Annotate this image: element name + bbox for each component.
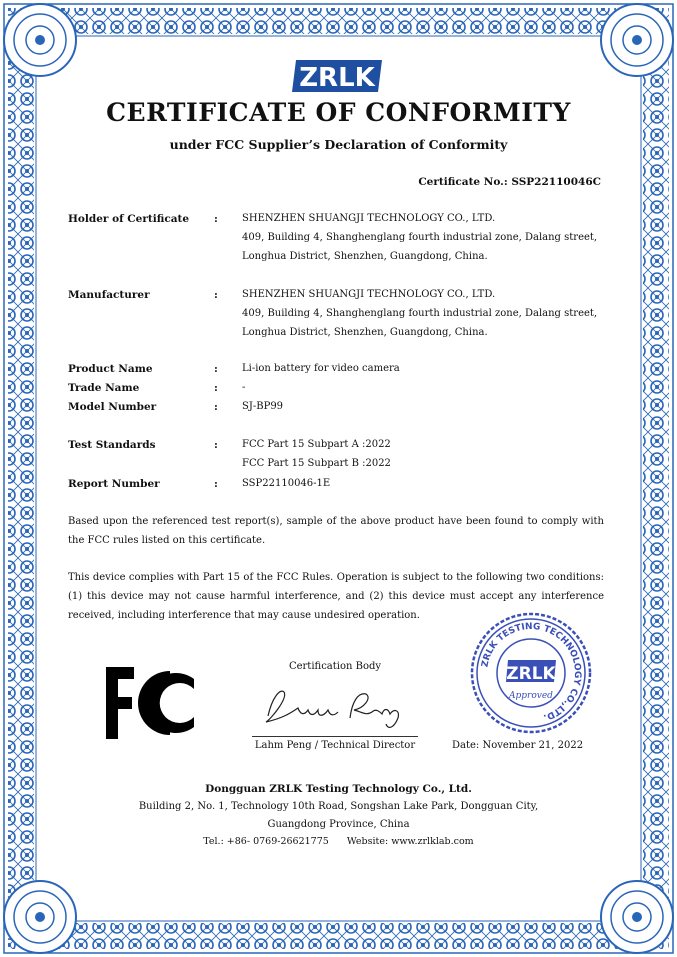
standards-label: Test Standards (68, 439, 156, 451)
model-colon: : (214, 401, 218, 413)
compliance-paragraph: Based upon the referenced test report(s), sample of the above product have been found to comply with the FCC rules listed on this certificate. (68, 516, 604, 546)
report-label: Report Number (68, 478, 160, 490)
stamp-center-text: ZRLK (506, 664, 556, 684)
holder-value (242, 209, 602, 266)
manufacturer-line-1: SHENZHEN SHUANGJI TECHNOLOGY CO., LTD. (242, 289, 496, 300)
model-value: SJ-BP99 (242, 401, 284, 412)
holder-line-2: 409, Building 4, Shanghenglang fourth industrial zone, Dalang street, (242, 232, 598, 243)
fcc-conditions-paragraph: This device complies with Part 15 of the FCC Rules. Operation is subject to the following two conditions: (1) this device may not cause harmful interference, and (2) this device must accept any interference received, including interference that may cause undesired operation. (68, 572, 604, 621)
footer-contact: Tel.: +86- 0769-26621775 Website: www.zrlklab.com (203, 836, 474, 847)
holder-line-1: SHENZHEN SHUANGJI TECHNOLOGY CO., LTD. (242, 213, 496, 224)
standard-line-1: FCC Part 15 Subpart A :2022 (242, 439, 391, 450)
footer-address-line-1: Building 2, No. 1, Technology 10th Road, Songshan Lake Park, Dongguan City, (138, 801, 539, 812)
product-label: Product Name (68, 363, 153, 375)
manufacturer-colon: : (214, 289, 218, 301)
trade-colon: : (214, 382, 218, 394)
signer-name: Lahm Peng / Technical Director (254, 740, 416, 751)
fcc-logo (104, 665, 208, 741)
product-colon: : (214, 363, 218, 375)
issue-date: Date: November 21, 2022 (452, 740, 584, 751)
holder-line-3: Longhua District, Shenzhen, Guangdong, China. (242, 251, 488, 262)
manufacturer-value (242, 285, 602, 342)
certificate-title: CERTIFICATE OF CONFORMITY (106, 98, 571, 127)
zrlk-logo (290, 58, 386, 94)
footer-address-line-2: Guangdong Province, China (267, 819, 410, 830)
certificate-subtitle: under FCC Supplier’s Declaration of Conformity (169, 137, 508, 152)
trade-label: Trade Name (68, 382, 140, 394)
manufacturer-line-3: Longhua District, Shenzhen, Guangdong, China. (242, 327, 488, 338)
certification-body-label: Certification Body (288, 661, 382, 672)
trade-value: - (242, 382, 246, 393)
certificate-number: Certificate No.: SSP22110046C (418, 176, 601, 188)
product-value: Li-ion battery for video camera (242, 363, 400, 374)
standards-value (242, 435, 602, 473)
signature (254, 678, 416, 734)
stamp-approved-text: Approved (509, 691, 553, 701)
holder-label: Holder of Certificate (68, 213, 190, 225)
report-colon: : (214, 478, 218, 490)
holder-colon: : (214, 213, 218, 225)
manufacturer-label: Manufacturer (68, 289, 150, 301)
standard-line-2: FCC Part 15 Subpart B :2022 (242, 458, 391, 469)
report-value: SSP22110046-1E (242, 478, 331, 489)
manufacturer-line-2: 409, Building 4, Shanghenglang fourth industrial zone, Dalang street, (242, 308, 598, 319)
stamp-ring-text: ZRLK TESTING TECHNOLOGY CO.,LTD. (480, 621, 583, 723)
footer-company: Dongguan ZRLK Testing Technology Co., Ltd. (205, 783, 472, 795)
signature-line (252, 736, 418, 737)
model-label: Model Number (68, 401, 157, 413)
standards-colon: : (214, 439, 218, 451)
approval-stamp (470, 612, 592, 734)
logo-text: ZRLK (299, 63, 375, 93)
